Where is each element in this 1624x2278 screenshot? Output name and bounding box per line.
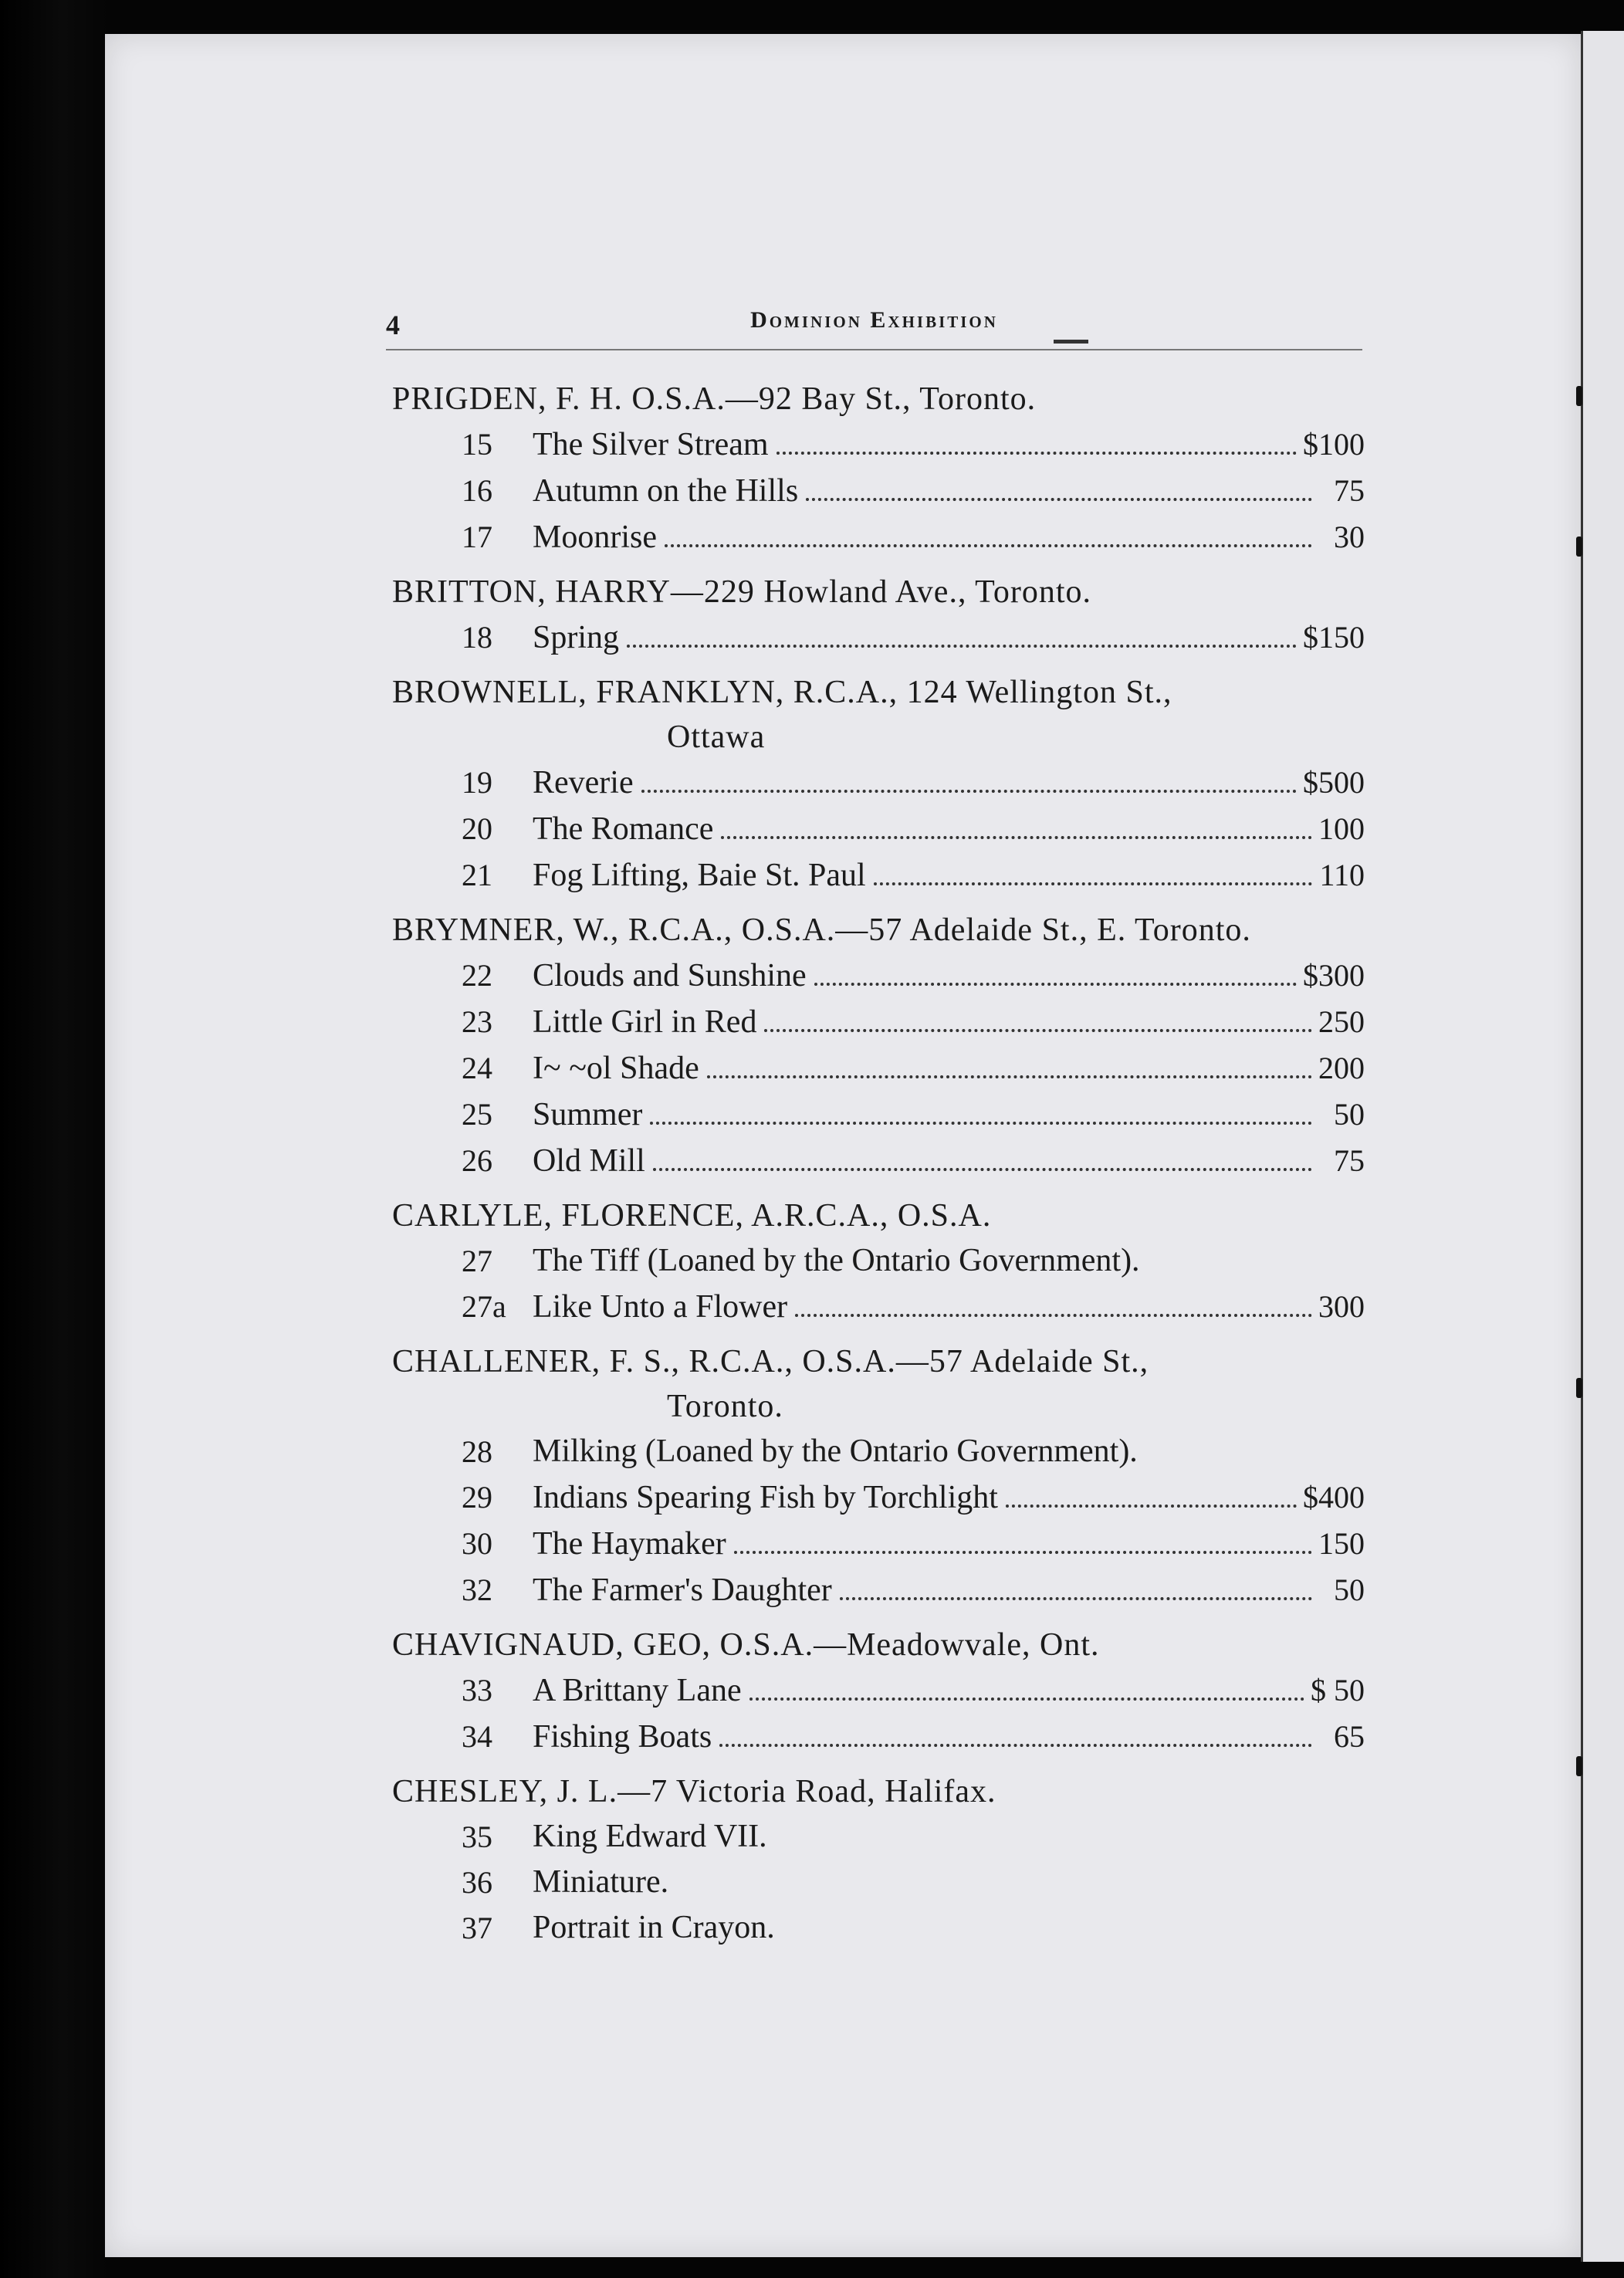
work-title: Reverie — [533, 765, 634, 801]
work-entry — [392, 1521, 1372, 1567]
dot-leader — [795, 1313, 1312, 1317]
catalogue-number: 23 — [462, 1004, 492, 1039]
artist-heading — [392, 670, 1372, 760]
catalogue-number: 28 — [462, 1434, 492, 1469]
artist-name: BROWNELL, FRANKLYN, R.C.A., 124 Wellington St., — [392, 675, 1172, 710]
catalogue-number: 30 — [462, 1526, 492, 1561]
work-title: Indians Spearing Fish by Torchlight — [533, 1480, 998, 1515]
work-entry — [392, 852, 1372, 899]
catalogue-list — [392, 367, 1372, 1951]
artist-entry — [392, 1339, 1372, 1613]
catalogue-number: 27a — [462, 1289, 506, 1324]
artist-name: CHALLENER, F. S., R.C.A., O.S.A.—57 Adelaide St., — [392, 1344, 1149, 1379]
work-price: 250 — [1318, 1004, 1365, 1039]
dot-leader — [719, 1743, 1312, 1747]
catalogue-number: 20 — [462, 811, 492, 846]
dot-leader — [721, 835, 1312, 839]
work-entry — [392, 421, 1372, 468]
work-price: 300 — [1318, 1289, 1365, 1324]
work-entry — [392, 999, 1372, 1045]
artist-entry — [392, 1769, 1372, 1951]
catalogue-number: 19 — [462, 765, 492, 800]
work-title: King Edward VII. — [533, 1819, 767, 1854]
work-title: Spring — [533, 620, 620, 655]
work-price: 30 — [1334, 520, 1365, 554]
work-entry — [392, 1045, 1372, 1092]
work-entry — [392, 1138, 1372, 1184]
work-title: The Silver Stream — [533, 427, 769, 462]
catalogue-number: 18 — [462, 620, 492, 655]
work-title: Milking (Loaned by the Ontario Government). — [533, 1433, 1138, 1469]
work-entry — [392, 468, 1372, 514]
work-title: Autumn on the Hills — [533, 473, 799, 509]
work-price: $500 — [1303, 765, 1365, 800]
work-price: 200 — [1318, 1051, 1365, 1085]
binding-mark — [1576, 386, 1582, 406]
work-price: $300 — [1303, 958, 1365, 993]
catalogue-number: 22 — [462, 958, 492, 993]
artist-name: CARLYLE, FLORENCE, A.R.C.A., O.S.A. — [392, 1198, 992, 1234]
dot-leader — [840, 1596, 1312, 1600]
facing-page-edge — [1581, 31, 1624, 2262]
catalogue-number: 21 — [462, 858, 492, 892]
artist-name: CHAVIGNAUD, GEO, O.S.A.—Meadowvale, Ont. — [392, 1627, 1100, 1663]
header-rule — [386, 349, 1362, 350]
catalogue-number: 24 — [462, 1051, 492, 1085]
dot-leader — [650, 1121, 1312, 1125]
work-title: Little Girl in Red — [533, 1004, 757, 1040]
work-price: $150 — [1303, 620, 1365, 655]
catalogue-number: 25 — [462, 1097, 492, 1132]
dot-leader — [653, 1167, 1312, 1171]
work-title: A Brittany Lane — [533, 1673, 742, 1708]
work-entry — [392, 1429, 1372, 1474]
artist-entry — [392, 1623, 1372, 1760]
work-entry — [392, 760, 1372, 806]
artist-entry — [392, 377, 1372, 560]
work-entry — [392, 1238, 1372, 1284]
artist-entry — [392, 908, 1372, 1184]
artist-name: CHESLEY, J. L.—7 Victoria Road, Halifax. — [392, 1774, 996, 1809]
catalogue-number: 15 — [462, 427, 492, 462]
dot-leader — [1006, 1504, 1297, 1508]
artist-name: BRYMNER, W., R.C.A., O.S.A.—57 Adelaide St., E. Toronto. — [392, 912, 1251, 948]
dot-leader — [627, 644, 1297, 648]
work-entry — [392, 514, 1372, 560]
catalogue-number: 33 — [462, 1673, 492, 1708]
work-title: Clouds and Sunshine — [533, 958, 807, 993]
work-entry — [392, 614, 1372, 661]
work-title: Portrait in Crayon. — [533, 1910, 775, 1945]
dot-leader — [776, 451, 1297, 455]
work-price: 75 — [1334, 1143, 1365, 1178]
work-price: 50 — [1334, 1572, 1365, 1607]
page-number: 4 — [386, 310, 400, 340]
work-title: Moonrise — [533, 520, 657, 555]
work-entry — [392, 806, 1372, 852]
catalogue-number: 27 — [462, 1244, 492, 1278]
work-price: $100 — [1303, 427, 1365, 462]
work-entry — [392, 1814, 1372, 1860]
catalogue-number: 17 — [462, 520, 492, 554]
dot-leader — [707, 1075, 1312, 1078]
work-entry — [392, 1284, 1372, 1330]
catalogue-number: 35 — [462, 1819, 492, 1854]
work-entry — [392, 953, 1372, 999]
catalogue-number: 34 — [462, 1719, 492, 1754]
work-title: Like Unto a Flower — [533, 1289, 788, 1325]
work-entry — [392, 1667, 1372, 1714]
artist-entry — [392, 1193, 1372, 1330]
dot-leader — [814, 982, 1297, 986]
work-title: Fishing Boats — [533, 1719, 712, 1755]
header-ornament — [1054, 340, 1088, 344]
dot-leader — [641, 789, 1297, 793]
artist-address-continuation: Toronto. — [667, 1389, 783, 1424]
artist-entry — [392, 570, 1372, 661]
work-entry — [392, 1905, 1372, 1951]
work-price: 50 — [1334, 1097, 1365, 1132]
artist-heading — [392, 908, 1372, 953]
work-title: Summer — [533, 1097, 643, 1132]
dot-leader — [764, 1028, 1312, 1032]
work-title: Fog Lifting, Baie St. Paul — [533, 858, 866, 893]
work-entry — [392, 1714, 1372, 1760]
work-title: The Romance — [533, 811, 714, 847]
dot-leader — [734, 1550, 1312, 1554]
work-price: $ 50 — [1311, 1673, 1365, 1708]
catalogue-number: 37 — [462, 1911, 492, 1945]
dot-leader — [806, 497, 1312, 501]
page-header — [386, 296, 1362, 350]
artist-name: PRIGDEN, F. H. O.S.A.—92 Bay St., Toronto. — [392, 381, 1037, 417]
work-title: Old Mill — [533, 1143, 645, 1179]
artist-heading — [392, 1339, 1372, 1429]
artist-heading — [392, 1769, 1372, 1814]
work-title: The Haymaker — [533, 1526, 726, 1562]
artist-heading — [392, 1193, 1372, 1238]
work-title: The Farmer's Daughter — [533, 1572, 832, 1608]
work-title: I~ ~ol Shade — [533, 1051, 699, 1086]
catalogue-number: 26 — [462, 1143, 492, 1178]
running-head: Dominion Exhibition — [750, 307, 998, 333]
catalogue-number: 36 — [462, 1865, 492, 1900]
artist-heading — [392, 1623, 1372, 1667]
work-title: The Tiff (Loaned by the Ontario Government). — [533, 1243, 1140, 1278]
dot-leader — [749, 1697, 1304, 1701]
catalogue-number: 16 — [462, 473, 492, 508]
work-price: 75 — [1334, 473, 1365, 508]
work-entry — [392, 1860, 1372, 1905]
artist-heading — [392, 570, 1372, 614]
work-price: 65 — [1334, 1719, 1365, 1754]
catalogue-number: 32 — [462, 1572, 492, 1607]
binding-mark — [1576, 536, 1582, 557]
artist-heading — [392, 377, 1372, 421]
dot-leader — [874, 882, 1312, 885]
catalogue-number: 29 — [462, 1480, 492, 1515]
artist-entry — [392, 670, 1372, 899]
dot-leader — [665, 543, 1312, 547]
work-price: 150 — [1318, 1526, 1365, 1561]
work-title: Miniature. — [533, 1864, 669, 1900]
binding-mark — [1576, 1378, 1582, 1398]
work-entry — [392, 1092, 1372, 1138]
work-entry — [392, 1567, 1372, 1613]
work-entry — [392, 1474, 1372, 1521]
artist-name: BRITTON, HARRY—229 Howland Ave., Toronto. — [392, 574, 1092, 610]
binding-mark — [1576, 1756, 1582, 1776]
work-price: 110 — [1319, 858, 1365, 892]
work-price: $400 — [1303, 1480, 1365, 1515]
work-price: 100 — [1318, 811, 1365, 846]
artist-address-continuation: Ottawa — [667, 719, 766, 755]
